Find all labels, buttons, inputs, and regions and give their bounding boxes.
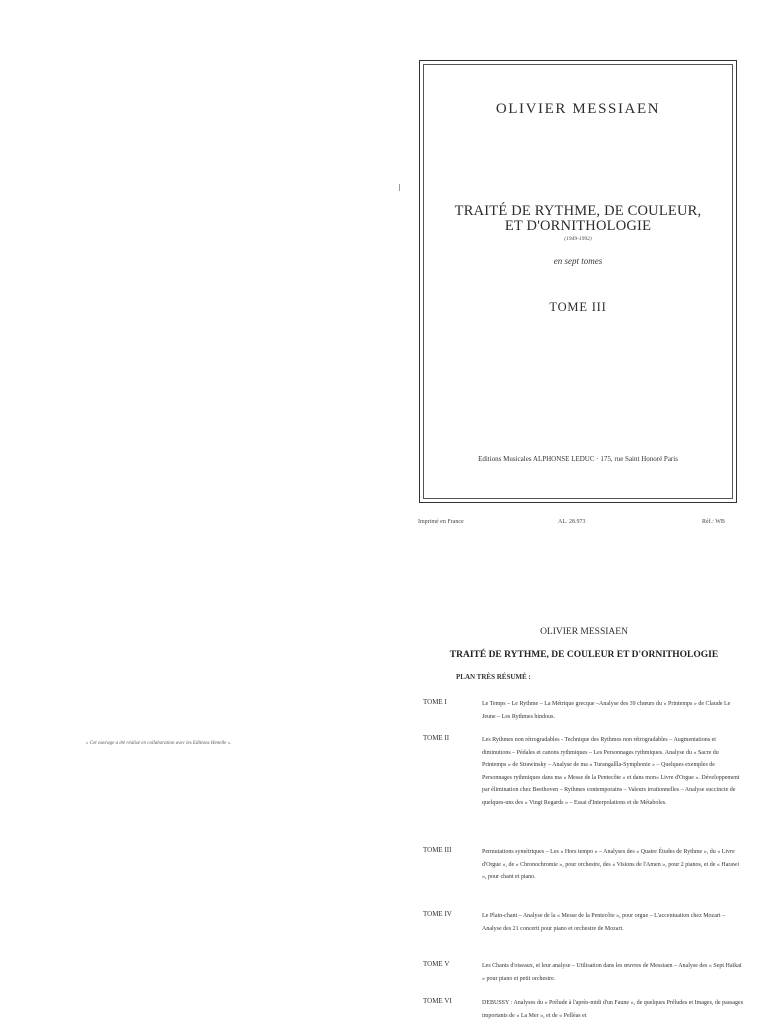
tome-label: TOME III xyxy=(423,846,452,854)
plan-title: TRAITÉ DE RYTHME, DE COULEUR ET D'ORNITHOLOGIE xyxy=(449,650,719,660)
tome-label: TOME I xyxy=(423,698,447,706)
tome-label: TOME II xyxy=(423,734,450,742)
collaboration-note: « Cet ouvrage a été réalisé en collaboration avec les Editions Henelle ». xyxy=(86,741,232,746)
cover-years: (1949-1992) xyxy=(564,236,592,242)
cover-tome: TOME III xyxy=(549,300,607,314)
cover-author: OLIVIER MESSIAEN xyxy=(495,101,661,117)
plan-author: OLIVIER MESSIAEN xyxy=(540,627,628,637)
tome-label: TOME V xyxy=(423,960,450,968)
tome-label: TOME VI xyxy=(423,997,452,1005)
tome-label: TOME IV xyxy=(423,910,452,918)
cover-volumes: en sept tomes xyxy=(553,256,603,266)
reference: Réf.: WB xyxy=(702,519,725,525)
tome-description: DEBUSSY : Analyses du « Prélude à l'après-midi d'un Faune », de quelques Préludes et Images, de passages importants de « La Mer », et de « Pelléas et xyxy=(482,1000,744,1019)
tome-description: Les Chants d'oiseaux, et leur analyse – Utilisation dans les œuvres de Messiaen – Analyse des « Sept Haïkaï » pour piano et petit orchestre. xyxy=(482,963,742,982)
cover-frame xyxy=(419,60,737,503)
cover-publisher: Editions Musicales ALPHONSE LEDUC · 175, rue Saint Honoré Paris xyxy=(478,455,678,463)
tome-description: Les Rythmes non rétrogradables - Technique des Rythmes non rétrogradables – Augmentations et diminutions – Pédales et canons rythmiques – Les Personnages rythmiques. Analyse du « Sacre du Printemps » de Strawinsky – Analyse de ma « Turangalîla-Symphonie » – Quelques exemples de Personnages rythmiques dans ma « Messe de la Pentecôte » et dans mon« Livre d'Orgue ». Développement par élimination chez Beethoven – Rythmes contemporains – Valeurs irrationnelles – Analyse succincte de quelques-uns des « Vingt Regards » – Essai d'Interpolations et de Métaboles. xyxy=(482,737,740,806)
catalog-number: AL. 28.973 xyxy=(558,519,586,525)
cover-title-line-2: ET D'ORNITHOLOGIE xyxy=(504,218,652,234)
tome-description: Permutations symétriques – Les « Hors tempo » – Analyses des « Quatre Études de Rythme », du « Livre d'Orgue », de « Chronochromie », pour orchestre, des « Visions de l'Amen », pour 2 pianos, et de « Harawi », pour chant et piano. xyxy=(482,849,740,880)
tome-description: Le Plain-chant – Analyse de la « Messe de la Pentecôte », pour orgue – L'accentuation chez Mozart – Analyse des 21 concerti pour piano et orchestre de Mozart. xyxy=(482,913,726,932)
printed-in: Imprimé en France xyxy=(418,519,464,525)
plan-subtitle: PLAN TRÈS RÉSUMÉ : xyxy=(456,673,531,681)
scan-speck xyxy=(399,184,400,191)
tome-description: Le Temps – Le Rythme – La Métrique grecque –Analyse des 39 chœurs du « Printemps » de Claude Le Jeune – Les Rythmes hindous. xyxy=(482,701,731,720)
cover-title-line-1: TRAITÉ DE RYTHME, DE COULEUR, xyxy=(454,203,702,219)
